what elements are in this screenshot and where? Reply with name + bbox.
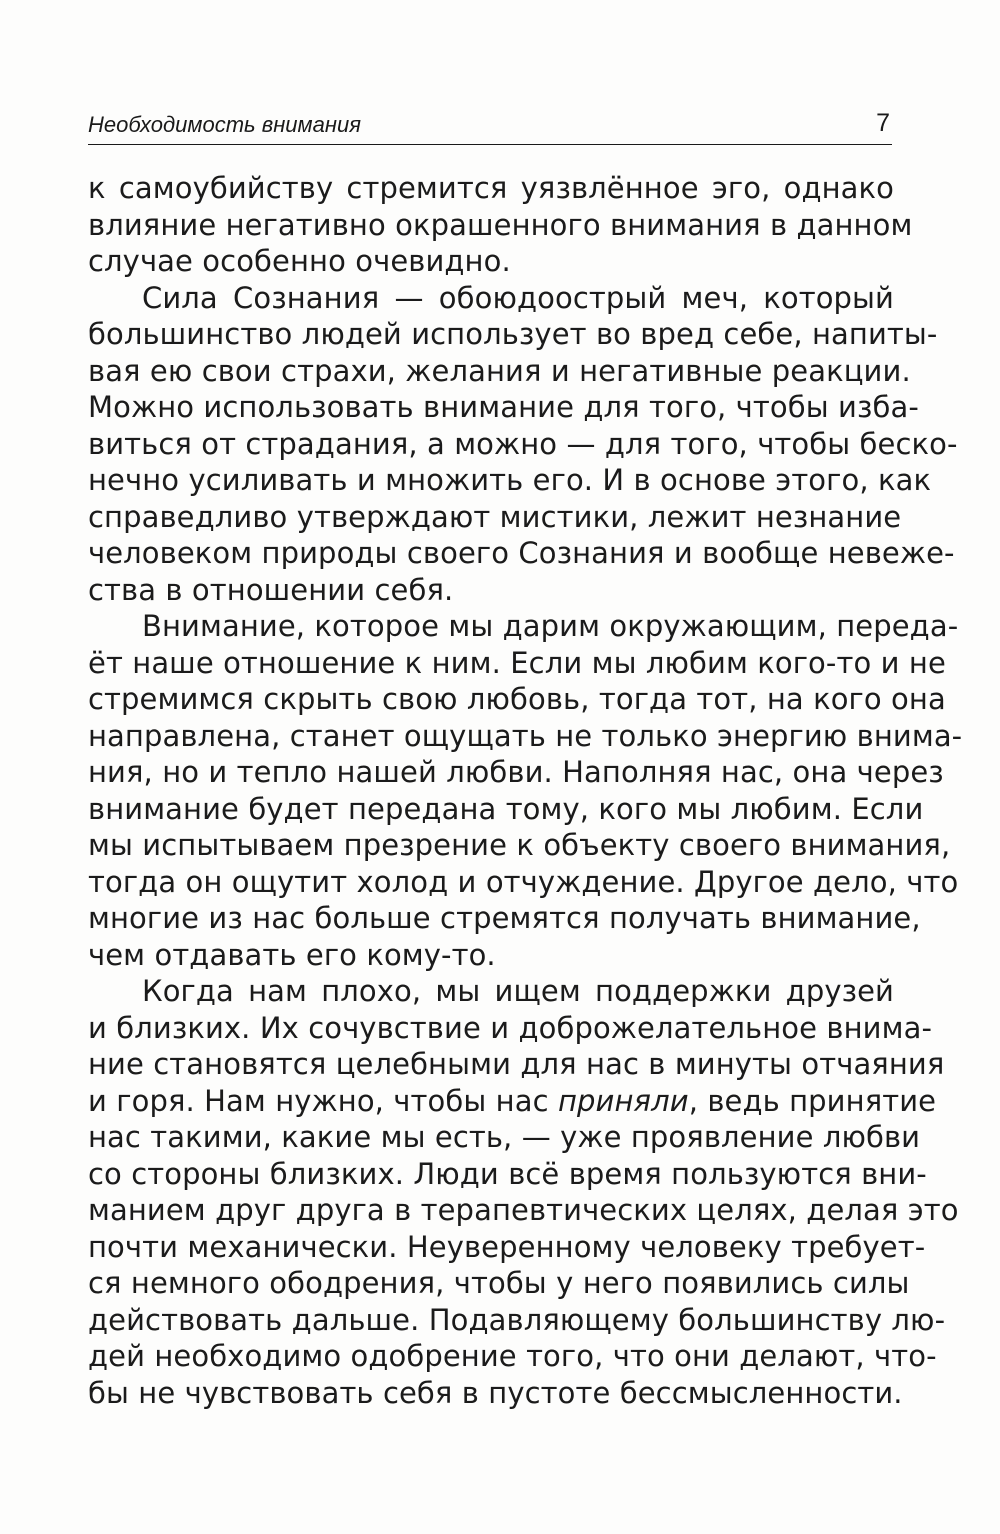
text-line: виться от страдания, а можно — для того, чтобы беско- [88,426,958,461]
text-line: Сила Сознания — обоюдоострый меч, который [142,280,894,315]
text-line: справедливо утверждают мистики, лежит незнание [88,499,902,534]
text-line: действовать дальше. Подавляющему большинству лю- [88,1302,946,1337]
text-line: манием друг друга в терапевтических целях, делая это [88,1193,959,1227]
text-line: к самоубийству стремится уязвлённое эго, однако [88,171,894,205]
text-line: ся немного ободрения, чтобы у него появились силы [88,1266,910,1300]
running-head-title: Необходимость внимания [88,112,361,137]
emphasis: приняли [557,1083,689,1118]
paragraph [88,280,958,609]
text-line: тогда он ощутит холод и отчуждение. Другое дело, что [88,864,959,899]
text-line: влияние негативно окрашенного внимания в данном [88,207,913,242]
body-text [88,170,963,1411]
paragraph [88,973,959,1411]
text-line: бы не чувствовать себя в пустоте бессмысленности. [88,1375,903,1410]
text-line: случае особенно очевидно. [88,244,511,278]
text-line: Можно использовать внимание для того, чтобы изба- [88,390,919,424]
text-line: почти механически. Неуверенному человеку требует- [88,1229,926,1264]
text-line: вая ею свои страхи, желания и негативные реакции. [88,353,911,388]
text-line: большинство людей использует во вред себе, напиты- [88,317,938,351]
text-line: нечно усиливать и множить его. И в основе этого, как [88,463,932,497]
page-number: 7 [876,109,890,137]
paragraph [88,170,913,280]
text-line: Внимание, которое мы дарим окружающим, переда- [142,609,959,643]
paragraph [88,608,963,973]
text-line: ние становятся целебными для нас в минуты отчаяния [88,1047,945,1081]
text-line: и горя. Нам нужно, чтобы нас приняли, ведь принятие [88,1083,937,1118]
text-line: направлена, станет ощущать не только энергию внима- [88,718,963,753]
text-line: мы испытываем презрение к объекту своего внимания, [88,828,951,862]
text-line: и близких. Их сочувствие и доброжелательное внима- [88,1010,933,1045]
text-line: ёт наше отношение к ним. Если мы любим кого-то и не [88,645,946,680]
text-line: нас такими, какие мы есть, — уже проявление любви [88,1120,921,1154]
text-line: ния, но и тепло нашей любви. Наполняя нас, она через [88,755,944,789]
text-line: чем отдавать его кому-то. [88,937,496,972]
text-line: Когда нам плохо, мы ищем поддержки друзей [142,974,894,1008]
text-line: со стороны близких. Люди всё время пользуются вни- [88,1156,927,1191]
running-head [88,106,892,145]
text-line: человеком природы своего Сознания и вообще невеже- [88,536,955,570]
text-line: ства в отношении себя. [88,572,454,607]
text-line: стремимся скрыть свою любовь, тогда тот, на кого она [88,682,946,716]
text-line: многие из нас больше стремятся получать внимание, [88,901,921,935]
text-line: дей необходимо одобрение того, что они делают, что- [88,1339,937,1373]
text-line: внимание будет передана тому, кого мы любим. Если [88,791,924,826]
